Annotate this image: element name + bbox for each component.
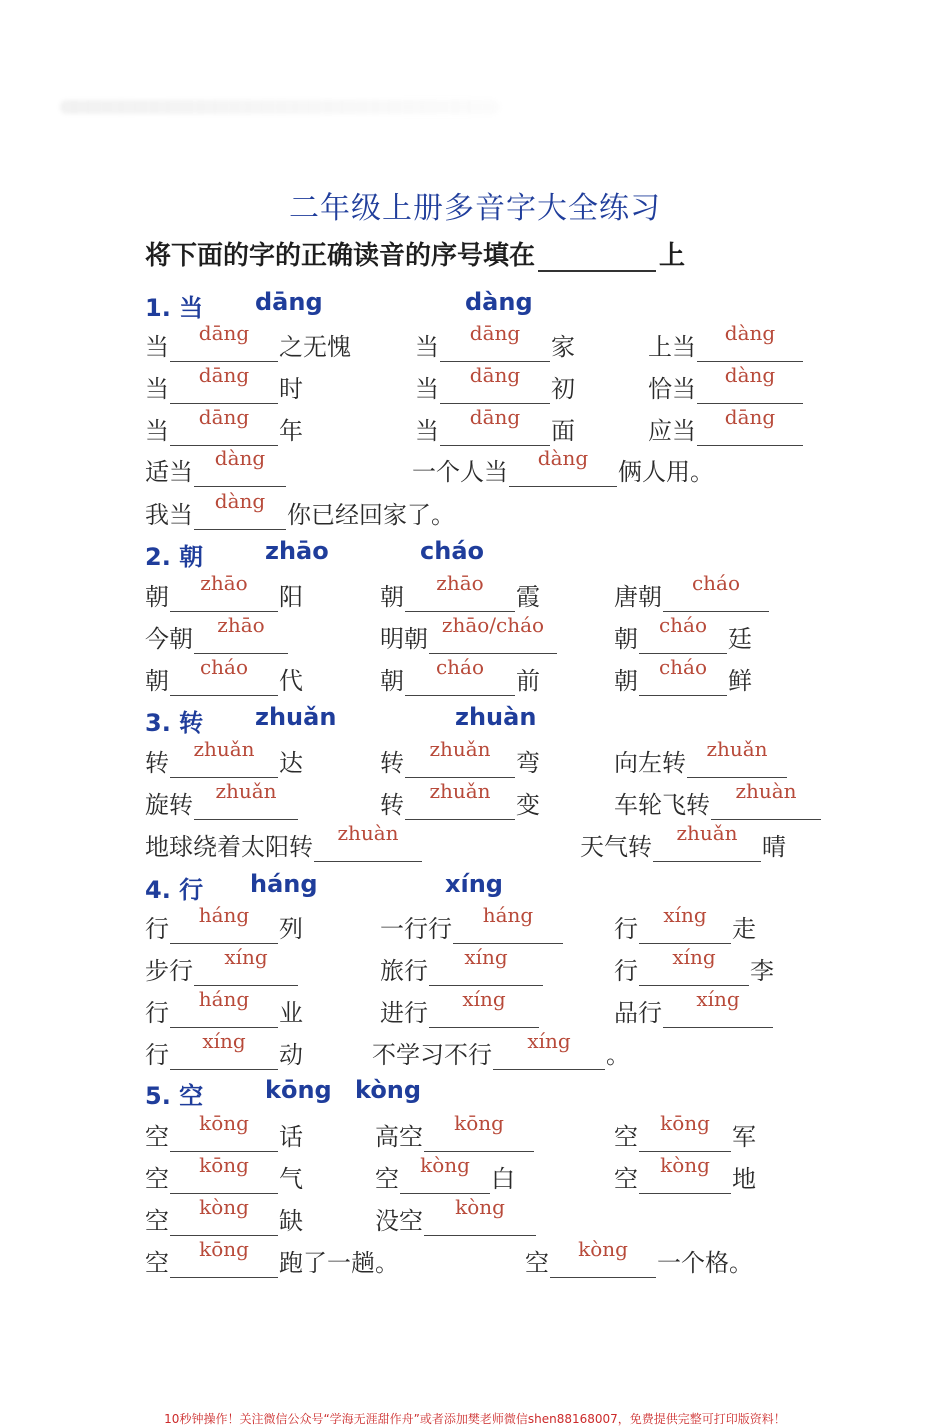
fill-blank-item <box>614 572 770 612</box>
instruction-suffix: 上 <box>659 241 686 271</box>
fill-blank-item <box>145 322 351 362</box>
exercise-row <box>0 1112 950 1152</box>
fill-blank-item <box>525 1238 753 1278</box>
answer-blank[interactable] <box>687 737 787 778</box>
section-title: 4. 行 <box>145 876 204 904</box>
answer-blank[interactable] <box>194 779 298 820</box>
fill-blank-item <box>145 406 303 446</box>
answer-blank[interactable] <box>440 405 550 446</box>
fill-blank-item <box>145 572 303 612</box>
word-suffix: 晴 <box>762 833 786 861</box>
fill-blank-item <box>380 780 540 820</box>
fill-blank-item <box>580 822 786 862</box>
word-prefix: 行 <box>145 915 169 943</box>
pinyin-reading: xíng <box>445 870 503 898</box>
answer-blank[interactable] <box>170 1153 278 1194</box>
word-prefix: 转 <box>380 791 404 819</box>
instruction-blank <box>538 248 656 272</box>
answer-blank[interactable] <box>711 779 821 820</box>
answer-blank[interactable] <box>639 1153 731 1194</box>
word-suffix: 。 <box>606 1041 630 1069</box>
word-suffix: 廷 <box>728 625 752 653</box>
handwritten-answer: dāng <box>469 363 521 387</box>
instruction-text: 将下面的字的正确读音的序号填在 <box>145 241 536 271</box>
word-suffix: 变 <box>516 791 540 819</box>
fill-blank-item <box>372 1030 630 1070</box>
handwritten-answer: cháo <box>691 571 741 595</box>
handwritten-answer: dàng <box>537 446 589 470</box>
word-suffix: 面 <box>551 417 575 445</box>
word-prefix: 当 <box>415 375 439 403</box>
handwritten-answer: cháo <box>199 655 249 679</box>
word-suffix: 年 <box>279 417 303 445</box>
word-prefix: 当 <box>415 417 439 445</box>
fill-blank-item <box>145 1154 303 1194</box>
word-prefix: 当 <box>145 375 169 403</box>
handwritten-answer: zhuǎn <box>215 779 277 803</box>
answer-blank[interactable] <box>194 489 286 530</box>
word-prefix: 空 <box>375 1165 399 1193</box>
section-title: 5. 空 <box>145 1082 204 1110</box>
answer-blank[interactable] <box>493 1029 605 1070</box>
answer-blank[interactable] <box>170 321 278 362</box>
fill-blank-item <box>415 322 575 362</box>
exercise-row <box>0 614 950 654</box>
word-suffix: 缺 <box>279 1207 303 1235</box>
word-suffix: 地 <box>732 1165 756 1193</box>
page-title: 二年级上册多音字大全练习 <box>289 191 661 226</box>
handwritten-answer: zhuàn <box>337 821 399 845</box>
word-prefix: 明朝 <box>380 625 428 653</box>
fill-blank-item <box>145 738 303 778</box>
handwritten-answer: kòng <box>578 1237 628 1261</box>
fill-blank-item <box>145 1238 399 1278</box>
answer-blank[interactable] <box>170 363 278 404</box>
answer-blank[interactable] <box>424 1195 536 1236</box>
handwritten-answer: zhāo/cháo <box>441 613 545 637</box>
answer-blank[interactable] <box>170 1237 278 1278</box>
exercise-row <box>0 1154 950 1194</box>
handwritten-answer: xíng <box>464 945 508 969</box>
word-prefix: 空 <box>614 1123 638 1151</box>
answer-blank[interactable] <box>663 571 769 612</box>
word-prefix: 空 <box>614 1165 638 1193</box>
word-suffix: 跑了一趟。 <box>279 1249 399 1277</box>
fill-blank-item <box>648 364 804 404</box>
word-prefix: 行 <box>614 957 638 985</box>
word-suffix: 一个格。 <box>657 1249 753 1277</box>
footer-notice: 10秒钟操作！关注微信公众号“学海无涯甜作舟”或者添加樊老师微信shen88168007，免费提供完整可打印版资料！ <box>164 1412 786 1426</box>
exercise-row <box>0 490 950 530</box>
exercise-row <box>0 822 950 862</box>
handwritten-answer: xíng <box>462 987 506 1011</box>
word-prefix: 旋转 <box>145 791 193 819</box>
handwritten-answer: zhāo <box>200 571 248 595</box>
handwritten-answer: háng <box>198 987 250 1011</box>
handwritten-answer: háng <box>482 903 534 927</box>
word-suffix: 李 <box>750 957 774 985</box>
exercise-row <box>0 738 950 778</box>
word-prefix: 我当 <box>145 501 193 529</box>
handwritten-answer: zhuǎn <box>676 821 738 845</box>
word-prefix: 空 <box>145 1249 169 1277</box>
instruction <box>145 235 685 272</box>
fill-blank-item <box>375 1112 535 1152</box>
handwritten-answer: zhāo <box>436 571 484 595</box>
answer-blank[interactable] <box>453 903 563 944</box>
word-prefix: 没空 <box>375 1207 423 1235</box>
handwritten-answer: háng <box>198 903 250 927</box>
fill-blank-item <box>614 780 822 820</box>
answer-blank[interactable] <box>170 571 278 612</box>
answer-blank[interactable] <box>170 987 278 1028</box>
handwritten-answer: dāng <box>198 363 250 387</box>
fill-blank-item <box>145 364 303 404</box>
handwritten-answer: zhuàn <box>735 779 797 803</box>
answer-blank[interactable] <box>405 779 515 820</box>
answer-blank[interactable] <box>429 613 557 654</box>
handwritten-answer: kōng <box>199 1111 249 1135</box>
handwritten-answer: dāng <box>469 405 521 429</box>
word-prefix: 空 <box>145 1165 169 1193</box>
exercise-row <box>0 364 950 404</box>
word-suffix: 动 <box>279 1041 303 1069</box>
word-prefix: 地球绕着太阳转 <box>145 833 313 861</box>
word-prefix: 朝 <box>380 667 404 695</box>
word-prefix: 一行行 <box>380 915 452 943</box>
fill-blank-item <box>380 614 558 654</box>
fill-blank-item <box>145 822 423 862</box>
word-prefix: 进行 <box>380 999 428 1027</box>
answer-blank[interactable] <box>697 405 803 446</box>
fill-blank-item <box>145 1112 303 1152</box>
word-prefix: 朝 <box>145 667 169 695</box>
word-prefix: 品行 <box>614 999 662 1027</box>
handwritten-answer: dāng <box>724 405 776 429</box>
answer-blank[interactable] <box>639 613 727 654</box>
word-prefix: 适当 <box>145 458 193 486</box>
answer-blank[interactable] <box>405 655 515 696</box>
word-prefix: 朝 <box>614 667 638 695</box>
handwritten-answer: zhuǎn <box>193 737 255 761</box>
handwritten-answer: dàng <box>214 489 266 513</box>
fill-blank-item <box>380 738 540 778</box>
word-prefix: 朝 <box>145 583 169 611</box>
fill-blank-item <box>145 904 303 944</box>
word-suffix: 军 <box>732 1123 756 1151</box>
word-suffix: 之无愧 <box>279 333 351 361</box>
word-suffix: 俩人用。 <box>618 458 714 486</box>
word-prefix: 不学习不行 <box>372 1041 492 1069</box>
word-suffix: 业 <box>279 999 303 1027</box>
word-prefix: 高空 <box>375 1123 423 1151</box>
answer-blank[interactable] <box>653 821 761 862</box>
answer-blank[interactable] <box>194 613 288 654</box>
exercise-row <box>0 904 950 944</box>
answer-blank[interactable] <box>170 903 278 944</box>
word-suffix: 气 <box>279 1165 303 1193</box>
word-suffix: 霞 <box>516 583 540 611</box>
word-prefix: 空 <box>145 1207 169 1235</box>
fill-blank-item <box>145 490 455 530</box>
handwritten-answer: zhuǎn <box>429 737 491 761</box>
answer-blank[interactable] <box>194 446 286 487</box>
handwritten-answer: dāng <box>198 321 250 345</box>
fill-blank-item <box>614 614 752 654</box>
word-suffix: 达 <box>279 749 303 777</box>
fill-blank-item <box>145 447 287 487</box>
word-prefix: 旅行 <box>380 957 428 985</box>
answer-blank[interactable] <box>170 405 278 446</box>
handwritten-answer: xíng <box>527 1029 571 1053</box>
pinyin-reading: zhuàn <box>455 703 537 731</box>
fill-blank-item <box>614 1112 756 1152</box>
answer-blank[interactable] <box>170 737 278 778</box>
fill-blank-item <box>145 988 303 1028</box>
answer-blank[interactable] <box>170 1195 278 1236</box>
word-suffix: 走 <box>732 915 756 943</box>
word-prefix: 当 <box>145 333 169 361</box>
word-prefix: 当 <box>415 333 439 361</box>
word-prefix: 当 <box>145 417 169 445</box>
fill-blank-item <box>412 447 714 487</box>
handwritten-answer: cháo <box>658 613 708 637</box>
handwritten-answer: kòng <box>455 1195 505 1219</box>
answer-blank[interactable] <box>429 945 543 986</box>
fill-blank-item <box>145 656 303 696</box>
pinyin-reading: zhāo <box>265 537 329 565</box>
exercise-row <box>0 1030 950 1070</box>
handwritten-answer: kòng <box>199 1195 249 1219</box>
answer-blank[interactable] <box>697 363 803 404</box>
word-suffix: 前 <box>516 667 540 695</box>
answer-blank[interactable] <box>400 1153 490 1194</box>
answer-blank[interactable] <box>405 571 515 612</box>
answer-blank[interactable] <box>639 945 749 986</box>
exercise-row <box>0 1238 950 1278</box>
answer-blank[interactable] <box>429 987 539 1028</box>
word-prefix: 朝 <box>614 625 638 653</box>
word-suffix: 阳 <box>279 583 303 611</box>
handwritten-answer: dàng <box>724 321 776 345</box>
fill-blank-item <box>380 572 540 612</box>
pinyin-reading: cháo <box>420 537 484 565</box>
exercise-row <box>0 1196 950 1236</box>
exercise-row <box>0 656 950 696</box>
word-prefix: 转 <box>145 749 169 777</box>
word-prefix: 恰当 <box>648 375 696 403</box>
fill-blank-item <box>614 1154 756 1194</box>
word-prefix: 应当 <box>648 417 696 445</box>
word-prefix: 向左转 <box>614 749 686 777</box>
exercise-row <box>0 988 950 1028</box>
handwritten-answer: kōng <box>454 1111 504 1135</box>
word-suffix: 家 <box>551 333 575 361</box>
pinyin-reading: dàng <box>465 288 533 316</box>
handwritten-answer: xíng <box>663 903 707 927</box>
handwritten-answer: xíng <box>224 945 268 969</box>
fill-blank-item <box>380 904 564 944</box>
exercise-row <box>0 406 950 446</box>
word-suffix: 你已经回家了。 <box>287 501 455 529</box>
handwritten-answer: xíng <box>696 987 740 1011</box>
fill-blank-item <box>415 364 575 404</box>
word-suffix: 代 <box>279 667 303 695</box>
word-prefix: 上当 <box>648 333 696 361</box>
handwritten-answer: kòng <box>420 1153 470 1177</box>
word-prefix: 转 <box>380 749 404 777</box>
fill-blank-item <box>145 1030 303 1070</box>
word-prefix: 行 <box>614 915 638 943</box>
fill-blank-item <box>648 406 804 446</box>
section-title: 1. 当 <box>145 294 204 322</box>
word-suffix: 话 <box>279 1123 303 1151</box>
handwritten-answer: kòng <box>660 1153 710 1177</box>
word-prefix: 今朝 <box>145 625 193 653</box>
fill-blank-item <box>415 406 575 446</box>
section-title: 3. 转 <box>145 709 204 737</box>
exercise-row <box>0 447 950 487</box>
handwritten-answer: kōng <box>199 1153 249 1177</box>
handwritten-answer: zhuǎn <box>429 779 491 803</box>
fill-blank-item <box>145 614 289 654</box>
fill-blank-item <box>380 946 544 986</box>
handwritten-answer: cháo <box>658 655 708 679</box>
section-title: 2. 朝 <box>145 543 204 571</box>
word-suffix: 列 <box>279 915 303 943</box>
pinyin-reading: dāng <box>255 288 323 316</box>
word-prefix: 步行 <box>145 957 193 985</box>
answer-blank[interactable] <box>440 363 550 404</box>
handwritten-answer: dàng <box>214 446 266 470</box>
exercise-row <box>0 572 950 612</box>
word-prefix: 空 <box>525 1249 549 1277</box>
handwritten-answer: xíng <box>672 945 716 969</box>
word-suffix: 白 <box>491 1165 515 1193</box>
handwritten-answer: kōng <box>199 1237 249 1261</box>
fill-blank-item <box>614 904 756 944</box>
fill-blank-item <box>145 780 299 820</box>
fill-blank-item <box>614 738 788 778</box>
word-suffix: 初 <box>551 375 575 403</box>
answer-blank[interactable] <box>550 1237 656 1278</box>
handwritten-answer: kōng <box>660 1111 710 1135</box>
word-prefix: 行 <box>145 999 169 1027</box>
answer-blank[interactable] <box>170 655 278 696</box>
fill-blank-item <box>614 946 774 986</box>
answer-blank[interactable] <box>509 446 617 487</box>
answer-blank[interactable] <box>194 945 298 986</box>
word-prefix: 行 <box>145 1041 169 1069</box>
handwritten-answer: dāng <box>198 405 250 429</box>
handwritten-answer: cháo <box>435 655 485 679</box>
fill-blank-item <box>375 1154 515 1194</box>
word-prefix: 天气转 <box>580 833 652 861</box>
faded-scan-mark <box>60 100 500 114</box>
handwritten-answer: dàng <box>724 363 776 387</box>
answer-blank[interactable] <box>639 1111 731 1152</box>
handwritten-answer: zhuǎn <box>706 737 768 761</box>
exercise-row <box>0 946 950 986</box>
fill-blank-item <box>614 656 752 696</box>
fill-blank-item <box>380 988 540 1028</box>
word-suffix: 时 <box>279 375 303 403</box>
word-suffix: 弯 <box>516 749 540 777</box>
answer-blank[interactable] <box>639 655 727 696</box>
word-prefix: 一个人当 <box>412 458 508 486</box>
fill-blank-item <box>648 322 804 362</box>
handwritten-answer: zhāo <box>217 613 265 637</box>
word-prefix: 空 <box>145 1123 169 1151</box>
fill-blank-item <box>380 656 540 696</box>
exercise-row <box>0 322 950 362</box>
pinyin-reading: zhuǎn <box>255 703 337 731</box>
word-prefix: 车轮飞转 <box>614 791 710 819</box>
answer-blank[interactable] <box>314 821 422 862</box>
pinyin-reading: kōng <box>265 1076 332 1104</box>
pinyin-reading: kòng <box>355 1076 422 1104</box>
answer-blank[interactable] <box>405 737 515 778</box>
handwritten-answer: xíng <box>202 1029 246 1053</box>
exercise-row <box>0 780 950 820</box>
pinyin-reading: háng <box>250 870 318 898</box>
fill-blank-item <box>145 946 299 986</box>
answer-blank[interactable] <box>697 321 803 362</box>
fill-blank-item <box>145 1196 303 1236</box>
answer-blank[interactable] <box>440 321 550 362</box>
word-suffix: 鲜 <box>728 667 752 695</box>
fill-blank-item <box>375 1196 537 1236</box>
answer-blank[interactable] <box>170 1029 278 1070</box>
word-prefix: 朝 <box>380 583 404 611</box>
answer-blank[interactable] <box>663 987 773 1028</box>
answer-blank[interactable] <box>639 903 731 944</box>
word-prefix: 唐朝 <box>614 583 662 611</box>
answer-blank[interactable] <box>170 1111 278 1152</box>
answer-blank[interactable] <box>424 1111 534 1152</box>
fill-blank-item <box>614 988 774 1028</box>
handwritten-answer: dāng <box>469 321 521 345</box>
